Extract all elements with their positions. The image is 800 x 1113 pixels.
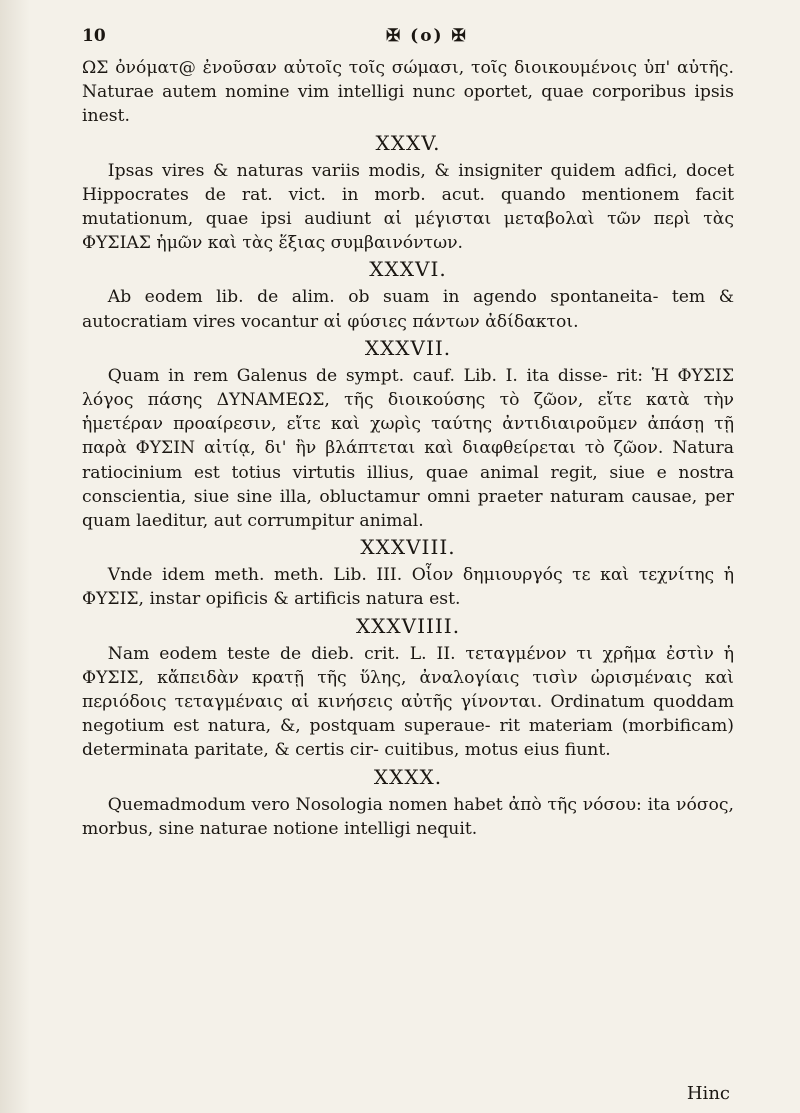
page-shadow [0,0,30,1113]
page-number: 10 [82,26,106,46]
paragraph: Ab eodem lib. de alim. ob suam in agendo spontaneita- tem & autocratiam vires vocantur αἱ φύσιες πάντων ἀδίδακτοι. [82,287,734,332]
paragraph: Ipsas vires & naturas variis modis, & insigniter quidem adfici, docet Hippocrates de rat. vict. in morb. acut. quando mentionem facit mutationum, quae ipsi audiunt αἱ μέγισται μεταβολαὶ τῶν περὶ τὰς ΦΥΣΙΑΣ ἡμῶν καὶ τὰς ἕξιας συμβαινόντων. [82,160,734,254]
section-number: XXXX. [373,764,443,789]
page-header [82,26,734,56]
section-number: XXXVI. [369,257,447,282]
body-text [82,56,734,841]
section-number: XXXVIII. [360,535,456,560]
paragraph: Nam eodem teste de dieb. crit. L. II. τεταγμένον τι χρῆμα ἐστὶν ἡ ΦΥΣΙΣ, κἄπειδὰν κρατῇ τῆς ὕλης, ἀναλογίαις τισὶν ὡρισμέναις καὶ περιόδοις τεταγμέναις αἱ κινήσεις αὐτῆς γίνονται. Ordinatum quoddam negotium est natura, &, postquam superaue- rit materiam (morbificam) determinata paritate, & certis cir- cuitibus, motus eius fiunt. [82,643,734,761]
section-number: XXXVIIII. [355,613,461,638]
running-head-ornament: ✠ (o) ✠ [386,26,468,46]
section-number: XXXVII. [364,335,452,360]
catchword: Hinc [686,1083,730,1104]
paragraph: Vnde idem meth. meth. Lib. III. Οἷον δημιουργός τε καὶ τεχνίτης ἡ ΦΥΣΙΣ, instar opificis & artificis natura est. [82,565,734,610]
section-number: XXXV. [375,130,441,155]
paragraph: Quemadmodum vero Nosologia nomen habet ἀπὸ τῆς νόσου: ita νόσος, morbus, sine naturae notione intelligi nequit. [82,794,734,839]
paragraph: Quam in rem Galenus de sympt. cauf. Lib. I. ita disse- rit: Ἡ ΦΥΣΙΣ λόγος πάσης ΔΥΝΑΜΕΩΣ, τῆς διοικούσης τὸ ζῶον, εἴτε κατὰ τὴν ἡμετέραν προαίρεσιν, εἴτε καὶ χωρὶς ταύτης ἀντιδιαιροῦμεν ἀπάσῃ τῇ παρὰ ΦΥΣΙΝ αἰτίᾳ, δι' ἣν βλάπτεται καὶ διαφθείρεται τὸ ζῶον. Natura ratiocinium est totius virtutis illius, quae animal regit, siue e nostra conscientia, siue sine illa, obluctamur omni praeter naturam causae, per quam laeditur, aut corrumpitur animal. [82,365,734,532]
paragraph: ΩΣ ὀνόματ@ ἐνοῦσαν αὐτοῖς τοῖς σώμασι, τοῖς διοικουμένοις ὑπ' αὐτῆς. Naturae autem nomine vim intelligi nunc oportet, quae corporibus ipsis inest. [82,58,734,127]
